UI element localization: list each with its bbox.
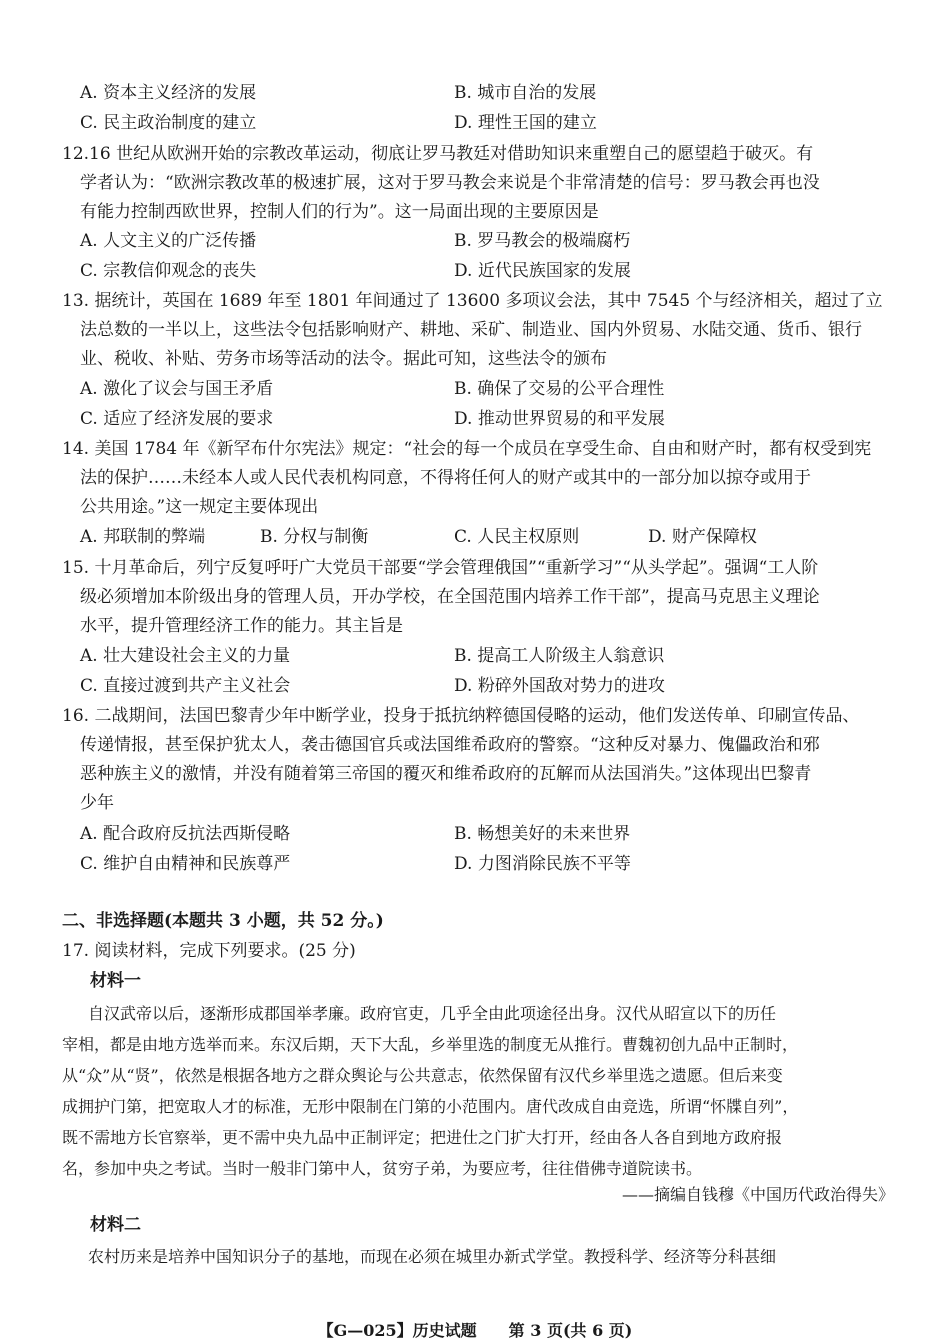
q16-stem-line: 传递情报，甚至保护犹太人，袭击德国官兵或法国维希政府的警察。“这种反对暴力、傀儡政治和邪	[80, 735, 820, 755]
q15-stem-line: 水平，提升管理经济工作的能力。其主旨是	[80, 616, 403, 636]
q12-stem-line: 学者认为：“欧洲宗教改革的极速扩展，这对于罗马教会来说是个非常清楚的信号：罗马教会再也没	[80, 173, 820, 193]
q11-option-c: C. 民主政治制度的建立	[80, 113, 257, 133]
q14-option-c: C. 人民主权原则	[454, 527, 580, 547]
q17-stem: 17. 阅读材料，完成下列要求。(25 分)	[62, 941, 356, 961]
material1-line: 宰相，都是由地方选举而来。东汉后期，天下大乱，乡举里选的制度无从推行。曹魏初创九品中正制时，	[62, 1035, 799, 1054]
q11-option-d: D. 理性王国的建立	[454, 113, 597, 133]
q11-option-a: A. 资本主义经济的发展	[80, 83, 257, 103]
q16-option-c: C. 维护自由精神和民族尊严	[80, 854, 291, 874]
section-heading: 二、非选择题(本题共 3 小题，共 52 分。)	[62, 911, 384, 931]
material1-line: 名，参加中央之考试。当时一般非门第中人，贫穷子弟，为要应考，往往借佛寺道院读书。	[62, 1159, 703, 1178]
q12-option-a: A. 人文主义的广泛传播	[80, 231, 257, 251]
q16-stem-line: 少年	[80, 793, 114, 813]
q14-stem-line: 法的保护……未经本人或人民代表机构同意，不得将任何人的财产或其中的一部分加以掠夺或用于	[80, 468, 811, 488]
q13-stem-line: 业、税收、补贴、劳务市场等活动的法令。据此可知，这些法令的颁布	[80, 349, 607, 369]
material1-source: ——摘编自钱穆《中国历代政治得失》	[621, 1185, 894, 1204]
q12-stem-line: 有能力控制西欧世界，控制人们的行为”。这一局面出现的主要原因是	[80, 202, 599, 222]
q16-stem-line: 恶种族主义的激情，并没有随着第三帝国的覆灭和维希政府的瓦解而从法国消失。”这体现出巴黎青	[80, 764, 812, 784]
material1-line: 既不需地方长官察举，更不需中央九品中正制评定；把进仕之门扩大打开，经由各人各自到地方政府报	[62, 1128, 783, 1147]
q15-stem-line: 级必须增加本阶级出身的管理人员，开办学校，在全国范围内培养工作干部”，提高马克思主义理论	[80, 587, 820, 607]
q16-option-a: A. 配合政府反抗法西斯侵略	[80, 824, 291, 844]
q11-option-b: B. 城市自治的发展	[454, 83, 597, 103]
material2-title: 材料二	[90, 1215, 141, 1235]
q14-stem-line: 公共用途。”这一规定主要体现出	[80, 497, 319, 517]
q14-option-a: A. 邦联制的弊端	[80, 527, 206, 547]
q13-stem-line: 13. 据统计，英国在 1689 年至 1801 年间通过了 13600 多项议会法，其中 7545 个与经济相关，超过了立	[62, 291, 883, 311]
q15-stem-line: 15. 十月革命后，列宁反复呼吁广大党员干部要“学会管理俄国”“重新学习”“从头学起”。强调“工人阶	[62, 558, 819, 578]
q15-option-a: A. 壮大建设社会主义的力量	[80, 646, 291, 666]
q14-option-d: D. 财产保障权	[648, 527, 757, 547]
material1-line: 成拥护门第，把宽取人才的标准，无形中限制在门第的小范围内。唐代改成自由竞选，所谓“怀牒自列”，	[62, 1097, 799, 1116]
q16-option-b: B. 畅想美好的未来世界	[454, 824, 631, 844]
q15-option-b: B. 提高工人阶级主人翁意识	[454, 646, 665, 666]
q16-stem-line: 16. 二战期间，法国巴黎青少年中断学业，投身于抵抗纳粹德国侵略的运动，他们发送传单、印刷宣传品、	[62, 706, 860, 726]
material2-line: 农村历来是培养中国知识分子的基地，而现在必须在城里办新式学堂。教授科学、经济等分科甚细	[88, 1247, 777, 1266]
q12-option-c: C. 宗教信仰观念的丧失	[80, 261, 257, 281]
q13-stem-line: 法总数的一半以上，这些法令包括影响财产、耕地、采矿、制造业、国内外贸易、水陆交通、货币、银行	[80, 320, 862, 340]
q13-option-a: A. 激化了议会与国王矛盾	[80, 379, 274, 399]
q13-option-c: C. 适应了经济发展的要求	[80, 409, 274, 429]
q15-option-c: C. 直接过渡到共产主义社会	[80, 676, 291, 696]
q13-option-d: D. 推动世界贸易的和平发展	[454, 409, 665, 429]
material1-line: 自汉武帝以后，逐渐形成郡国举孝廉。政府官吏，几乎全由此项途径出身。汉代从昭宣以下的历任	[88, 1004, 777, 1023]
q14-stem-line: 14. 美国 1784 年《新罕布什尔宪法》规定：“社会的每一个成员在享受生命、自由和财产时，都有权受到宪	[62, 439, 872, 459]
page-footer: 【G—025】历史试题 第 3 页(共 6 页)	[317, 1321, 633, 1340]
q16-option-d: D. 力图消除民族不平等	[454, 854, 631, 874]
q14-option-b: B. 分权与制衡	[260, 527, 369, 547]
q15-option-d: D. 粉碎外国敌对势力的进攻	[454, 676, 665, 696]
q12-option-b: B. 罗马教会的极端腐朽	[454, 231, 631, 251]
material1-title: 材料一	[90, 971, 141, 991]
q13-option-b: B. 确保了交易的公平合理性	[454, 379, 665, 399]
q12-option-d: D. 近代民族国家的发展	[454, 261, 631, 281]
q12-stem-line: 12.16 世纪从欧洲开始的宗教改革运动，彻底让罗马教廷对借助知识来重塑自己的愿望趋于破灭。有	[62, 144, 814, 164]
material1-line: 从“众”从“贤”，依然是根据各地方之群众舆论与公共意志，依然保留有汉代乡举里选之遗愿。但后来变	[62, 1066, 783, 1085]
